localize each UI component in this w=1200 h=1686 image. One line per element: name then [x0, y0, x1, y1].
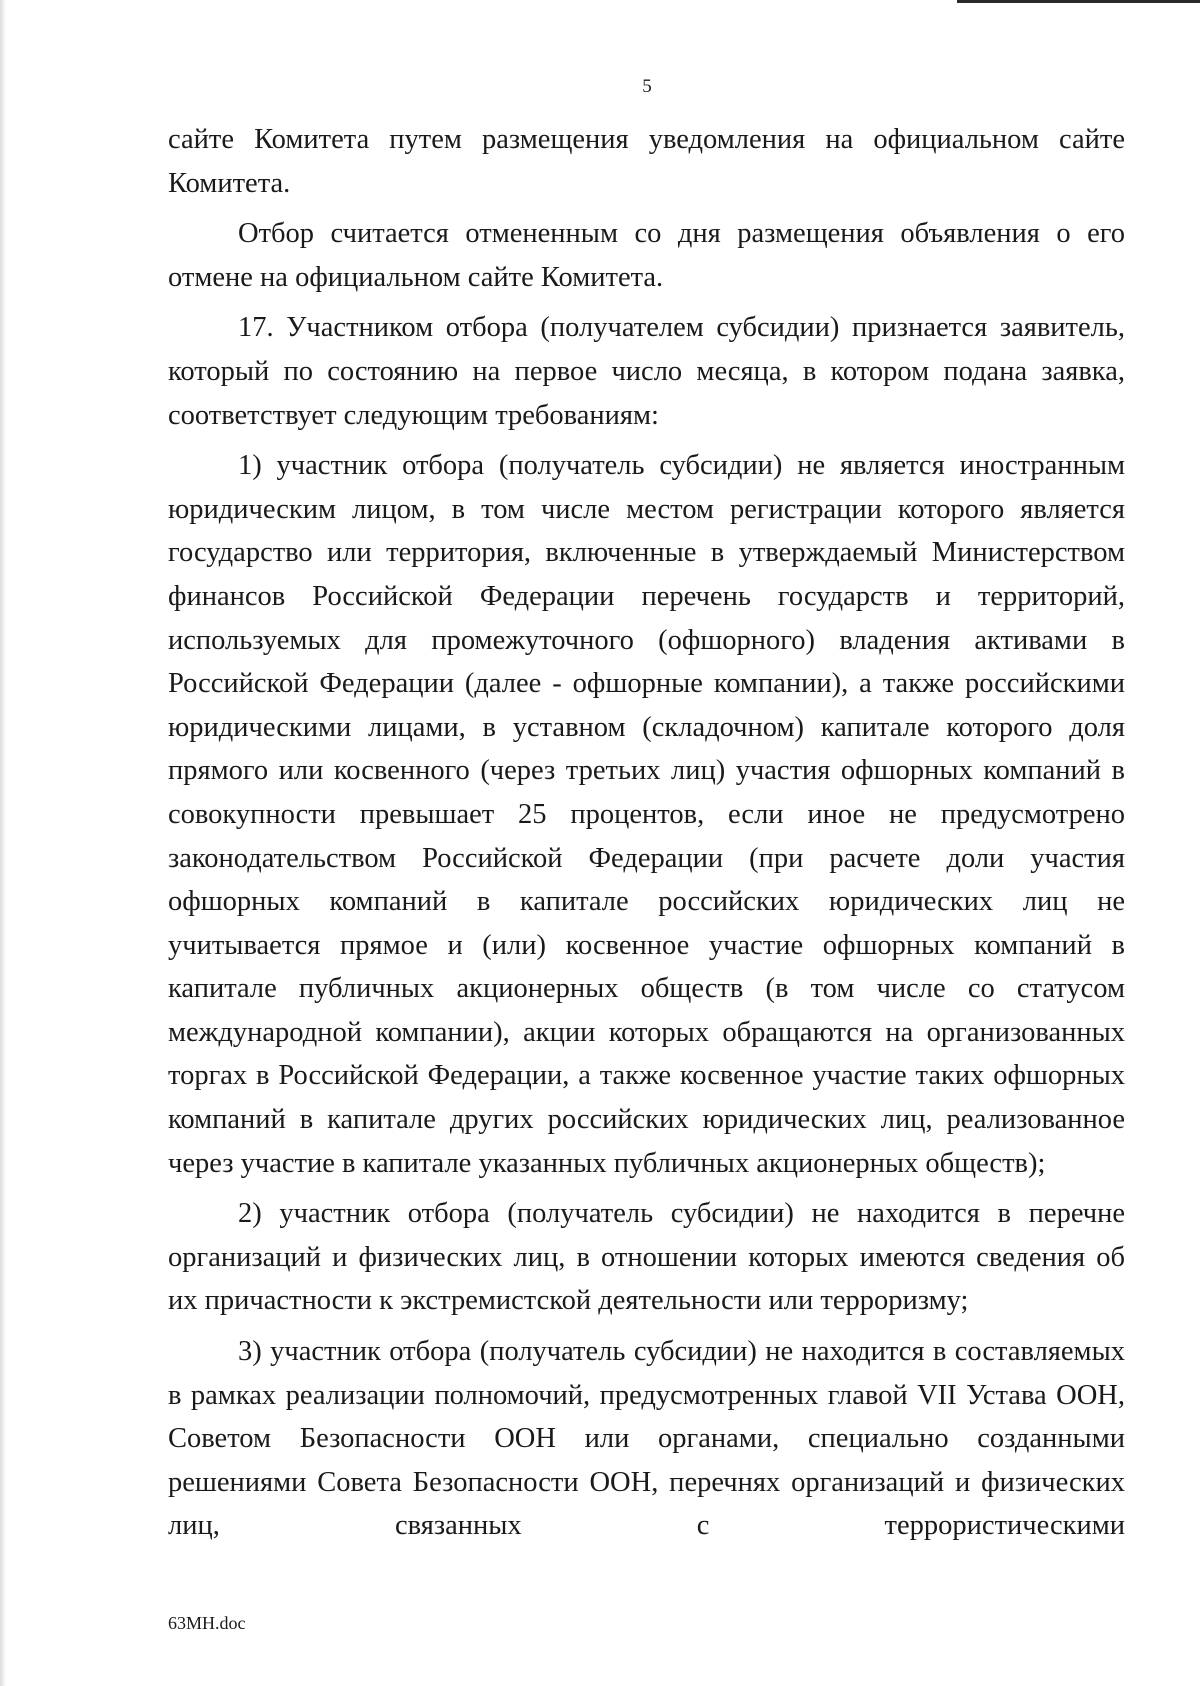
paragraph-requirement-1: 1) участник отбора (получатель субсидии) не является иностранным юридическим лицом, в том числе местом регистрации которого является государство или территория, включенные в утверждаемый Министерством финансов Российской Федерации перечень государств и территорий, используемых для промежуточного (офшорного) владения активами в Российской Федерации (далее - офшорные компании), а также российскими юридическими лицами, в уставном (складочном) капитале которого доля прямого или косвенного (через третьих лиц) участия офшорных компаний в совокупности превышает 25 процентов, если иное не предусмотрено законодательством Российской Федерации (при расчете доли участия офшорных компаний в капитале российских юридических лиц не учитывается прямое и (или) косвенное участие офшорных компаний в капитале публичных акционерных обществ (в том числе со статусом международной компании), акции которых обращаются на организованных торгах в Российской Федерации, а также косвенное участие таких офшорных компаний в капитале других российских юридических лиц, реализованное через участие в капитале указанных публичных акционерных обществ);	[168, 450, 1125, 1179]
paragraph-requirement-2: 2) участник отбора (получатель субсидии) не находится в перечне организаций и физических лиц, в отношении которых имеются сведения об их причастности к экстремистской деятельности или терроризму;	[168, 1198, 1125, 1317]
paragraph-cancellation: Отбор считается отмененным со дня размещения объявления о его отмене на официальном сайте Комитета.	[168, 218, 1125, 293]
paragraph-requirement-3: 3) участник отбора (получатель субсидии) не находится в составляемых в рамках реализации полномочий, предусмотренных главой VII Устава ООН, Советом Безопасности ООН или органами, специально созданными решениями Совета Безопасности ООН, перечнях организаций и физических лиц, связанных с террористическими	[168, 1336, 1125, 1542]
page-number: 5	[642, 76, 652, 97]
scan-edge	[0, 0, 6, 1686]
paragraph-continuation: сайте Комитета путем размещения уведомления на официальном сайте Комитета.	[168, 124, 1125, 199]
top-rule	[957, 0, 1200, 3]
document-body	[168, 118, 1125, 1555]
footer-filename: 63МН.doc	[168, 1613, 246, 1633]
paragraph-item-17: 17. Участником отбора (получателем субсидии) признается заявитель, который по состоянию на первое число месяца, в котором подана заявка, соответствует следующим требованиям:	[168, 312, 1125, 431]
